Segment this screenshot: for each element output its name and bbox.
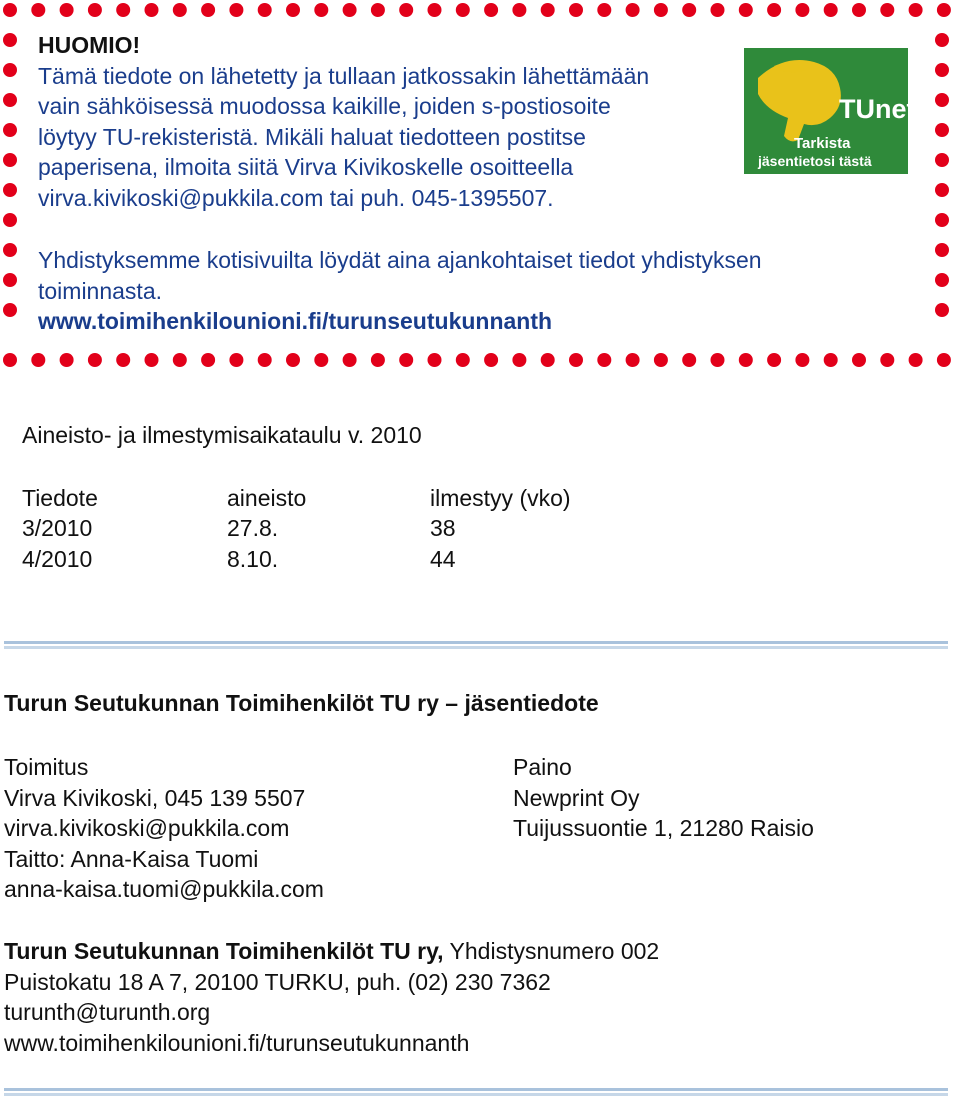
border-dot (3, 3, 17, 17)
schedule-cell: 3/2010 (22, 515, 93, 541)
masthead-title: Turun Seutukunnan Toimihenkilöt TU ry – jäsentiedote (4, 690, 599, 716)
border-dot (739, 3, 753, 17)
border-dot (682, 3, 696, 17)
schedule-header: ilmestyy (vko) (430, 484, 571, 511)
border-dot (31, 353, 45, 367)
border-dot (935, 93, 949, 107)
border-dot (3, 303, 17, 317)
divider-top (4, 641, 948, 649)
border-dot (60, 3, 74, 17)
border-dot (937, 353, 951, 367)
border-dot (3, 243, 17, 257)
border-dot (3, 93, 17, 107)
footer-web[interactable]: www.toimihenkilounioni.fi/turunseutukunnanth (4, 1029, 470, 1056)
border-dot (935, 123, 949, 137)
border-dot (3, 353, 17, 367)
border-dot (880, 3, 894, 17)
schedule-row (22, 544, 571, 575)
border-dot (880, 353, 894, 367)
colophon-line: Toimitus (4, 754, 89, 780)
border-dot (286, 353, 300, 367)
border-dot (937, 3, 951, 17)
footer-org-name: Turun Seutukunnan Toimihenkilöt TU ry, (4, 938, 444, 964)
border-dot (456, 353, 470, 367)
border-dot (371, 3, 385, 17)
schedule-cell: 8.10. (227, 545, 279, 572)
border-dot (626, 353, 640, 367)
border-dot (711, 353, 725, 367)
footer-address: Puistokatu 18 A 7, 20100 TURKU, puh. (02) 230 7362 (4, 968, 551, 995)
border-dot (60, 353, 74, 367)
notice-line: löytyy TU-rekisteristä. Mikäli haluat tiedotteen postitse (38, 123, 586, 150)
border-dot (201, 353, 215, 367)
border-dot (795, 353, 809, 367)
schedule-header: Tiedote (22, 484, 98, 511)
colophon-editorial (4, 752, 324, 905)
colophon-line: Tuijussuontie 1, 21280 Raisio (513, 815, 814, 841)
border-dot (767, 353, 781, 367)
border-dot (3, 33, 17, 47)
border-dot (286, 3, 300, 17)
border-dot (935, 303, 949, 317)
schedule-cell: 4/2010 (22, 545, 93, 572)
border-dot (258, 3, 272, 17)
border-dot (654, 353, 668, 367)
notice-title: HUOMIO! (38, 32, 141, 58)
border-dot (909, 3, 923, 17)
colophon-email[interactable]: anna-kaisa.tuomi@pukkila.com (4, 876, 324, 902)
border-dot (935, 243, 949, 257)
border-dot (343, 353, 357, 367)
border-dot (173, 353, 187, 367)
border-dot (229, 3, 243, 17)
border-dot (3, 273, 17, 287)
border-dot (428, 3, 442, 17)
border-dot (201, 3, 215, 17)
border-dot (3, 63, 17, 77)
border-dot (314, 353, 328, 367)
border-dot (88, 353, 102, 367)
logo-tagline-2: jäsentietosi tästä (758, 153, 872, 169)
border-dot (795, 3, 809, 17)
border-dot (569, 3, 583, 17)
website-link[interactable]: www.toimihenkilounioni.fi/turunseutukunnanth (38, 308, 553, 334)
border-dot (711, 3, 725, 17)
border-dot (824, 3, 838, 17)
schedule-cell: 27.8. (227, 515, 279, 541)
border-dot (597, 3, 611, 17)
footer-email[interactable]: turunth@turunth.org (4, 999, 211, 1025)
schedule-section (22, 420, 571, 574)
border-dot (935, 213, 949, 227)
schedule-header-row (22, 483, 571, 514)
border-dot (173, 3, 187, 17)
schedule-row (22, 513, 571, 544)
border-dot (935, 153, 949, 167)
border-dot (512, 3, 526, 17)
border-dot (909, 353, 923, 367)
border-dot (739, 353, 753, 367)
website-line: Yhdistyksemme kotisivuilta löydät aina ajankohtaiset tiedot yhdistyksen (38, 247, 762, 273)
border-dot (767, 3, 781, 17)
border-dot (229, 353, 243, 367)
border-dot (456, 3, 470, 17)
notice-line: Tämä tiedote on lähetetty ja tullaan jatkossakin lähettämään (38, 62, 650, 89)
border-dot (314, 3, 328, 17)
colophon-line: Virva Kivikoski, 045 139 5507 (4, 784, 306, 811)
border-dot (541, 3, 555, 17)
website-line: toiminnasta. (38, 277, 163, 304)
logo-tagline-1: Tarkista (794, 135, 851, 152)
border-dot (512, 353, 526, 367)
colophon-line: Taitto: Anna-Kaisa Tuomi (4, 845, 259, 872)
schedule-header: aineisto (227, 484, 307, 511)
schedule-cell: 38 (430, 515, 456, 541)
border-dot (569, 353, 583, 367)
colophon-line: Paino (513, 754, 572, 780)
border-dot (3, 183, 17, 197)
border-dot (852, 3, 866, 17)
border-dot (3, 123, 17, 137)
border-dot (935, 273, 949, 287)
border-dot (541, 353, 555, 367)
border-dot (484, 353, 498, 367)
divider-bottom (4, 1088, 948, 1096)
border-dot (116, 353, 130, 367)
border-dot (371, 353, 385, 367)
border-dot (3, 153, 17, 167)
border-dot (935, 183, 949, 197)
border-dot (428, 353, 442, 367)
border-dot (88, 3, 102, 17)
notice-line: vain sähköisessä muodossa kaikille, joiden s-postiosoite (38, 93, 611, 119)
border-dot (343, 3, 357, 17)
border-dot (597, 353, 611, 367)
colophon-email[interactable]: virva.kivikoski@pukkila.com (4, 815, 290, 841)
border-dot (626, 3, 640, 17)
border-dot (399, 3, 413, 17)
footer-org-number: Yhdistysnumero 002 (443, 938, 660, 964)
tunet-logo[interactable] (744, 48, 908, 174)
border-dot (31, 3, 45, 17)
schedule-cell: 44 (430, 545, 456, 572)
schedule-title: Aineisto- ja ilmestymisaikataulu v. 2010 (22, 422, 422, 448)
border-dot (654, 3, 668, 17)
colophon-line: Newprint Oy (513, 784, 640, 811)
notice-line: virva.kivikoski@pukkila.com tai puh. 045-1395507. (38, 184, 554, 211)
tunet-logo-graphic (744, 48, 908, 174)
footer-contact (4, 936, 659, 1058)
border-dot (682, 353, 696, 367)
colophon-printer (513, 752, 814, 844)
border-dot (399, 353, 413, 367)
border-dot (824, 353, 838, 367)
logo-brand: TUnet (839, 94, 908, 124)
border-dot (935, 33, 949, 47)
footer-org-line (4, 936, 659, 967)
border-dot (935, 63, 949, 77)
border-dot (484, 3, 498, 17)
border-dot (3, 213, 17, 227)
border-dot (145, 353, 159, 367)
border-dot (258, 353, 272, 367)
border-dot (145, 3, 159, 17)
border-dot (116, 3, 130, 17)
border-dot (852, 353, 866, 367)
notice-line: paperisena, ilmoita siitä Virva Kivikoskelle osoitteella (38, 154, 574, 180)
